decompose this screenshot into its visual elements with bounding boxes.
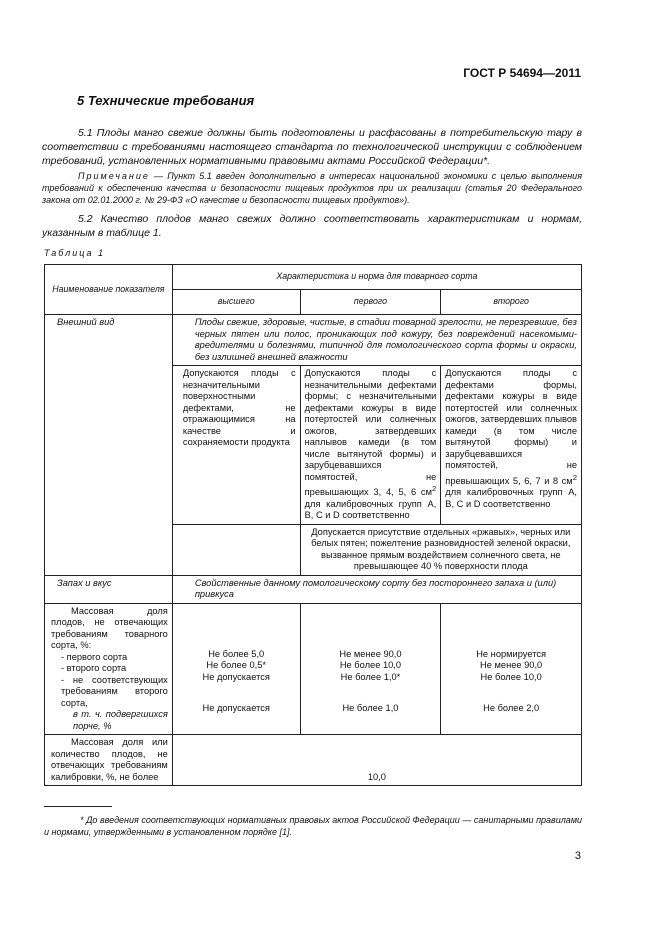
appearance-second (441, 366, 582, 525)
appearance-first-text: Допускаются плоды с незначительными дефектами формы; с незначительными дефектами кожуры в виде потертостей или солнечных ожогов, затвердевших наплывов камеди (в том числе вытянутой формы) и зарубцевавшихся помятостей, не превышающих 3, 4, 5, 6 см (304, 368, 437, 498)
header-grade-first: первого (300, 290, 441, 315)
mass-fraction-label (45, 603, 173, 735)
mf-highest-2: Не более 0,5* (206, 660, 267, 671)
note (42, 170, 582, 206)
mf-second-4: Не более 2,0 (483, 703, 540, 714)
mass-fraction-first (300, 603, 441, 735)
table-row (45, 315, 582, 366)
requirements-table (44, 264, 582, 786)
mf-highest-1: Не более 5,0 (208, 648, 265, 659)
mf-second-2: Не менее 90,0 (480, 660, 543, 671)
appearance-first-tail: для калибровочных групп A, B, C и D соответственно (304, 498, 437, 521)
section-title: 5 Технические требования (77, 93, 255, 108)
mf-first-4: Не более 1,0 (342, 703, 399, 714)
appearance-first (300, 366, 441, 525)
note-text: — Пункт 5.1 введен дополнительно в интересах национальной экономики с целью выполнения требований к обеспечению качества и безопасности пищевых продуктов при их реализации (статья 20 Федерального закона от 02.01.2000 г. № 29-ФЗ «О качестве и безопасности пищевых продуктов»). (42, 171, 582, 205)
appearance-second-sup: 2 (572, 472, 577, 482)
mass-fraction-rotten: в т. ч. подвергшихся порче, % (73, 709, 168, 731)
calibration-label: Массовая доля или количество плодов, не отвечающих требованиям калибровки, %, не более (45, 735, 173, 786)
table-caption: Таблица 1 (44, 248, 106, 258)
mf-first-3: Не более 1,0* (340, 671, 401, 682)
mass-fraction-second (441, 603, 582, 735)
table-row (45, 575, 582, 603)
appearance-common: Плоды свежие, здоровые, чистые, в стадии товарной зрелости, не перезревшие, без черных пятен или полос, проникающих под кожуру, без повреждений насекомыми-вредителями и болезнями, типичной для помологического сорта формы и окраски, без излишней внешней влажности (172, 315, 581, 366)
appearance-label: Внешний вид (45, 315, 173, 576)
appearance-second-text: Допускаются плоды с дефектами формы, дефектами кожуры в виде потертостей или солнечных ожогов, затвердевших плывов камеди (в том числе вытянутой формы) и зарубцевавшихся помятостей, не превышающих 5, 6, 7 и 8 см (445, 368, 577, 486)
header-grade-highest: высшего (172, 290, 300, 315)
standard-code: ГОСТ Р 54694—2011 (463, 66, 581, 80)
appearance-first-sup: 2 (431, 484, 437, 493)
appearance-shared-empty (172, 524, 300, 575)
mf-first-2: Не более 10,0 (339, 660, 402, 671)
mass-fraction-first: - первого сорта (61, 651, 128, 662)
appearance-second-tail: для калибровочных групп A, B, C и D соответственно (445, 487, 577, 509)
note-label: Примечание (78, 171, 150, 181)
mf-second-3: Не более 10,0 (480, 671, 542, 682)
appearance-shared: Допускается присутствие отдельных «ржавых», черных или белых пятен; пожелтение разновидностей зеленой окраски, вызванное прямым воздействием солнечного света, не превышающее 40 % поверхности плода (300, 524, 581, 575)
mf-first-1: Не менее 90,0 (339, 648, 402, 659)
mass-fraction-noncomp: - не соответствующих требованиям второго сорта, (61, 674, 168, 708)
table-row (45, 603, 582, 735)
page-number: 3 (574, 850, 581, 862)
mf-highest-3: Не допускается (202, 671, 270, 682)
mass-fraction-second: - второго сорта (61, 663, 127, 674)
paragraph-5-1: 5.1 Плоды манго свежие должны быть подготовлены и расфасованы в потребительскую тару в соответствии с требованиями настоящего стандарта по технологической инструкции с соблюдением требований, установленных нормативными правовыми актами Российской Федерации*. (42, 127, 582, 167)
paragraph-5-2: 5.2 Качество плодов манго свежих должно соответствовать характеристикам и нормам, указанным в таблице 1. (42, 213, 582, 239)
footnote-divider (44, 806, 112, 807)
mf-second-1: Не нормируется (476, 648, 547, 659)
smell-label: Запах и вкус (45, 575, 173, 603)
appearance-highest: Допускаются плоды с незначительными поверхностными дефектами, не отражающимися на качестве и сохраняемости продукта (172, 366, 300, 525)
mf-highest-4: Не допускается (202, 703, 270, 714)
calibration-value: 10,0 (172, 735, 581, 786)
footnote: * До введения соответствующих нормативных правовых актов Российской Федерации — санитарными правилами и нормами, утвержденными в установленном порядке [1]. (44, 815, 582, 837)
table-row (45, 735, 582, 786)
mass-fraction-title: Массовая доля плодов, не отвечающих требованиям товарного сорта, %: (51, 605, 168, 651)
table-header-row (45, 265, 582, 290)
header-grade-second: второго (441, 290, 582, 315)
header-characteristic: Характеристика и норма для товарного сорта (172, 265, 581, 290)
mass-fraction-highest (172, 603, 300, 735)
smell-value: Свойственные данному помологическому сорту без постороннего запаха и (или) привкуса (172, 575, 581, 603)
header-indicator: Наименование показателя (45, 265, 173, 315)
